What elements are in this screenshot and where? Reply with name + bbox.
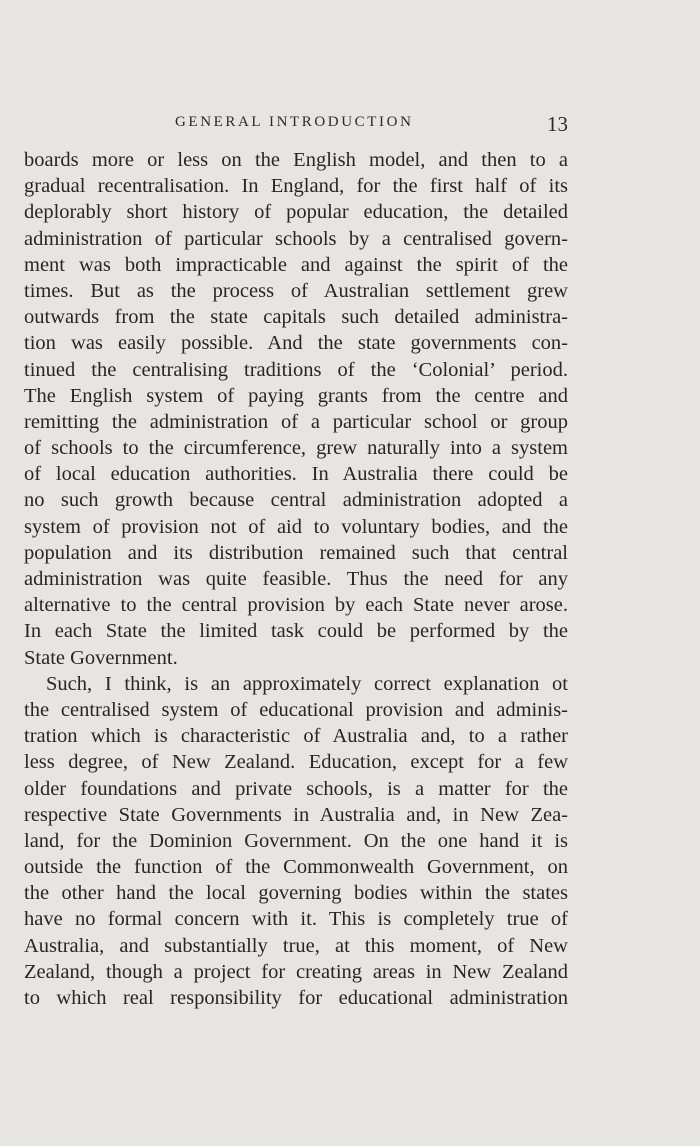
- text-line: outside the function of the Commonwealth Government, on: [24, 856, 568, 879]
- text-line: alternative to the central provision by each State never arose.: [24, 594, 568, 617]
- text-line: ment was both impracticable and against the spirit of the: [24, 253, 568, 276]
- text-line: system of provision not of aid to voluntary bodies, and the: [24, 515, 568, 538]
- text-line: In each State the limited task could be performed by the: [24, 620, 568, 643]
- text-line: of schools to the circumference, grew naturally into a system: [24, 437, 568, 460]
- text-line: respective State Governments in Australia and, in New Zea-: [24, 803, 568, 826]
- text-line: outwards from the state capitals such detailed administra-: [24, 306, 568, 329]
- text-line: The English system of paying grants from the centre and: [24, 384, 568, 407]
- text-line: have no formal concern with it. This is completely true of: [24, 908, 568, 931]
- text-line: older foundations and private schools, is a matter for the: [24, 777, 568, 800]
- text-line: deplorably short history of popular education, the detailed: [24, 201, 568, 224]
- text-line: no such growth because central administration adopted a: [24, 489, 568, 512]
- text-line: Zealand, though a project for creating areas in New Zealand: [24, 960, 568, 983]
- paragraph-last-line: State Government.: [24, 646, 178, 669]
- text-line: Australia, and substantially true, at this moment, of New: [24, 934, 568, 957]
- text-line: population and its distribution remained such that central: [24, 541, 568, 564]
- text-line: land, for the Dominion Government. On the one hand it is: [24, 829, 568, 852]
- text-line: the other hand the local governing bodies within the states: [24, 882, 568, 905]
- text-line: administration was quite feasible. Thus the need for any: [24, 568, 568, 590]
- page-number: 13: [547, 112, 568, 136]
- text-line: the centralised system of educational provision and adminis-: [24, 698, 568, 721]
- text-line: tration which is characteristic of Australia and, to a rather: [24, 725, 568, 748]
- text-line: remitting the administration of a particular school or group: [24, 410, 568, 433]
- running-head: [24, 112, 568, 136]
- paragraph-first-line: Such, I think, is an approximately correct explanation ot: [46, 672, 568, 695]
- text-line: boards more or less on the English model, and then to a: [24, 149, 568, 171]
- running-head-title: GENERAL INTRODUCTION: [175, 114, 414, 130]
- text-line: tion was easily possible. And the state governments con-: [24, 332, 568, 355]
- text-line: administration of particular schools by a centralised govern-: [24, 227, 568, 250]
- text-line: times. But as the process of Australian settlement grew: [24, 279, 568, 302]
- body-text: [24, 147, 568, 1011]
- text-line: tinued the centralising traditions of the ‘Colonial’ period.: [24, 358, 568, 381]
- text-line: to which real responsibility for educational administration: [24, 987, 568, 1009]
- text-line: less degree, of New Zealand. Education, except for a few: [24, 751, 568, 774]
- text-line: gradual recentralisation. In England, for the first half of its: [24, 175, 568, 198]
- text-line: of local education authorities. In Australia there could be: [24, 463, 568, 486]
